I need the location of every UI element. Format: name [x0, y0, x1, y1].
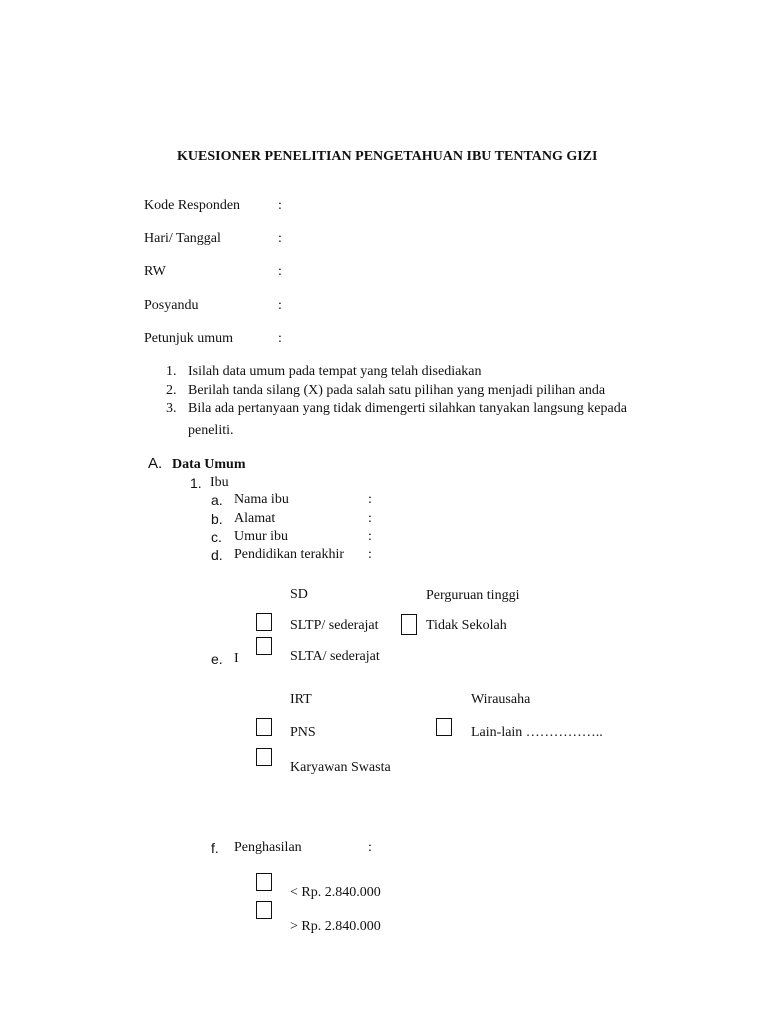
option-lain-lain: Lain-lain ……………..: [471, 725, 603, 740]
label-hari-tanggal: Hari/ Tanggal: [144, 231, 221, 246]
item-letter: c.: [211, 529, 222, 545]
option-karyawan-swasta: Karyawan Swasta: [290, 760, 391, 775]
item-label-penghasilan: Penghasilan: [234, 840, 302, 855]
item-letter: a.: [211, 492, 223, 508]
option-tidak-sekolah: Tidak Sekolah: [426, 618, 507, 633]
item-sep: :: [368, 511, 372, 526]
option-sd: SD: [290, 587, 308, 602]
item-sep: :: [368, 529, 372, 544]
option-wirausaha: Wirausaha: [471, 692, 531, 707]
instruction-text: Berilah tanda silang (X) pada salah satu pilihan yang menjadi pilihan anda: [188, 383, 606, 398]
instruction-number: 1.: [166, 364, 177, 379]
checkbox-tidak-sekolah[interactable]: [401, 614, 417, 635]
item-label-nama-ibu: Nama ibu: [234, 492, 289, 507]
instruction-number: 2.: [166, 383, 177, 398]
checkbox-lain-lain[interactable]: [436, 718, 452, 736]
checkbox-sltp[interactable]: [256, 613, 272, 631]
page-title: KUESIONER PENELITIAN PENGETAHUAN IBU TENTANG GIZI: [177, 149, 598, 164]
item-label-pendidikan: Pendidikan terakhir: [234, 547, 345, 562]
item-letter: b.: [211, 511, 223, 527]
sep-posyandu: :: [278, 298, 282, 313]
label-kode-responden: Kode Responden: [144, 198, 241, 213]
item-sep: :: [368, 547, 372, 562]
section-title: Data Umum: [172, 457, 246, 472]
subsection-number: 1.: [190, 475, 202, 491]
checkbox-karyawan-swasta[interactable]: [256, 748, 272, 766]
item-label-alamat: Alamat: [234, 511, 276, 526]
item-label-e: I: [234, 651, 239, 666]
instruction-text: Isilah data umum pada tempat yang telah disediakan: [188, 364, 482, 379]
checkbox-income-below[interactable]: [256, 873, 272, 891]
item-sep: :: [368, 492, 372, 507]
option-income-above: > Rp. 2.840.000: [290, 919, 381, 934]
item-sep: :: [368, 840, 372, 855]
sep-petunjuk-umum: :: [278, 331, 282, 346]
item-letter: e.: [211, 651, 223, 667]
sep-rw: :: [278, 264, 282, 279]
instruction-text: Bila ada pertanyaan yang tidak dimengerti silahkan tanyakan langsung kepada: [188, 401, 627, 416]
option-irt: IRT: [290, 692, 312, 707]
item-letter: f.: [211, 840, 219, 856]
item-label-umur-ibu: Umur ibu: [234, 529, 289, 544]
item-letter: d.: [211, 547, 223, 563]
checkbox-pns[interactable]: [256, 718, 272, 736]
instruction-number: 3.: [166, 401, 177, 416]
option-perguruan-tinggi: Perguruan tinggi: [426, 588, 520, 603]
option-slta: SLTA/ sederajat: [290, 649, 380, 664]
subsection-label: Ibu: [210, 475, 229, 490]
option-income-below: < Rp. 2.840.000: [290, 885, 381, 900]
label-posyandu: Posyandu: [144, 298, 199, 313]
checkbox-income-above[interactable]: [256, 901, 272, 919]
label-petunjuk-umum: Petunjuk umum: [144, 331, 234, 346]
option-pns: PNS: [290, 725, 316, 740]
checkbox-slta[interactable]: [256, 637, 272, 655]
label-rw: RW: [144, 264, 166, 279]
instruction-text-continued: peneliti.: [188, 423, 234, 438]
sep-kode-responden: :: [278, 198, 282, 213]
option-sltp: SLTP/ sederajat: [290, 618, 379, 633]
sep-hari-tanggal: :: [278, 231, 282, 246]
section-letter: A.: [148, 455, 163, 472]
